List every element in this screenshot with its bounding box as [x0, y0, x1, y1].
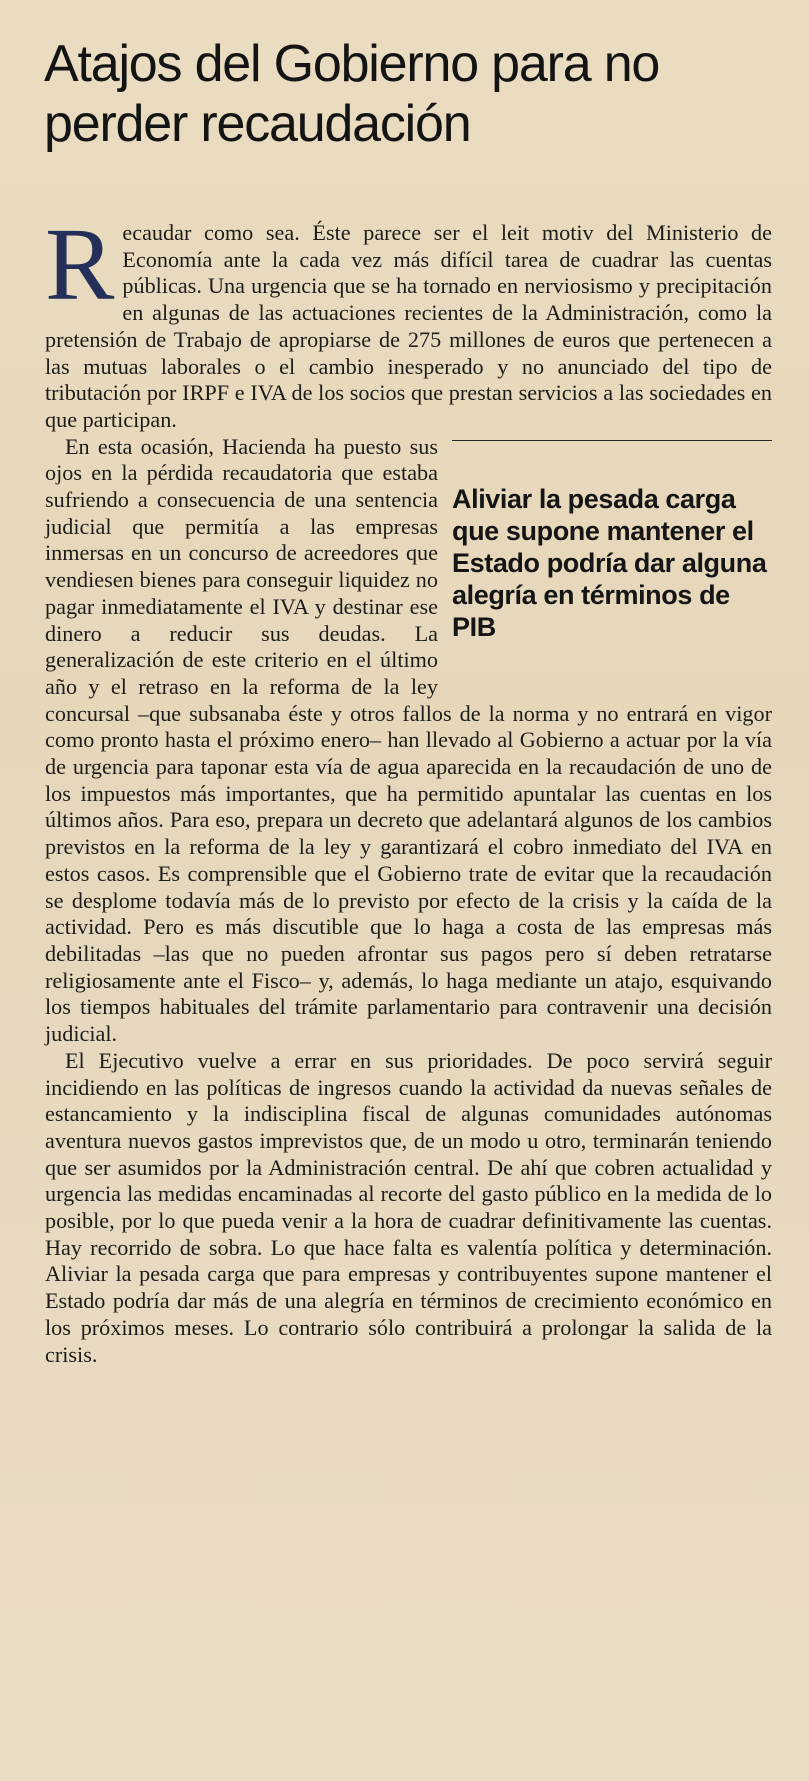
paragraph-2: En esta ocasión, Hacienda ha puesto sus ojos en la pérdida recaudatoria que estaba sufriendo a consecuencia de una sentencia judicial que permitía a las empresas inmersas en un concurso de acreedores que vendiesen bienes para conseguir liquidez no pagar inmediatamente el IVA y destinar ese dinero a reducir sus deudas. La generalización de este criterio en el último año y el retraso en la reforma de la ley concursal –que subsanaba éste y otros fallos de la norma y no entrará en vigor como pronto hasta el próximo enero– han llevado al Gobierno a actuar por la vía de urgencia para taponar esta vía de agua aparecida en la recaudación de uno de los impuestos más importantes, que ha permitido apuntalar las cuentas en los últimos años. Para eso, prepara un decreto que adelantará algunos de los cambios previstos en la reforma de la ley y garantizará el cobro inmediato del IVA en estos casos. Es comprensible que el Gobierno trate de evitar que la recaudación se desplome todavía más de lo previsto por efecto de la crisis y la caída de la actividad. Pero es más discutible que lo haga a costa de las empresas más debilitadas –las que no pueden afrontar sus pagos pero sí deben retratarse religiosamente ante el Fisco– y, además, lo haga mediante un atajo, esquivando los tiempos habituales del trámite parlamentario para contravenir una decisión judicial.: [45, 433, 772, 1047]
drop-cap: R: [45, 207, 115, 322]
headline: Atajos del Gobierno para no perder recaudación: [44, 35, 660, 153]
paragraph-1-text: ecaudar como sea. Éste parece ser el leit motiv del Ministerio de Economía ante la cada vez más difícil tarea de cuadrar las cuentas públicas. Una urgencia que se ha tornado en nerviosismo y precipitación en algunas de las actuaciones recientes de la Administración, como la pretensión de Trabajo de apropiarse de 275 millones de euros que pertenecen a las mutuas laborales o el cambio inesperado y no anunciado del tipo de tributación por IRPF e IVA de los socios que prestan servicios a las sociedades en que participan.: [45, 220, 772, 432]
paragraph-1: [45, 207, 772, 434]
paragraph-3: El Ejecutivo vuelve a errar en sus prioridades. De poco servirá seguir incidiendo en las políticas de ingresos cuando la actividad da nuevas señales de estancamiento y la indisciplina fiscal de algunas comunidades autónomas aventura nuevos gastos imprevistos que, de un modo u otro, terminarán teniendo que ser asumidos por la Administración central. De ahí que cobren actualidad y urgencia las medidas encaminadas al recorte del gasto público en la medida de lo posible, por lo que pueda venir a la hora de cuadrar definitivamente las cuentas. Hay recorrido de sobra. Lo que hace falta es valentía política y determinación. Aliviar la pesada carga que para empresas y contribuyentes supone mantener el Estado podría dar más de una alegría en términos de crecimiento económico en los próximos meses. Lo contrario sólo contribuirá a prolongar la salida de la crisis.: [45, 1047, 772, 1367]
pull-quote: Aliviar la pesada carga que supone mantener el Estado podría dar alguna alegría en términos de PIB: [452, 440, 772, 694]
article-body: [45, 207, 772, 1368]
